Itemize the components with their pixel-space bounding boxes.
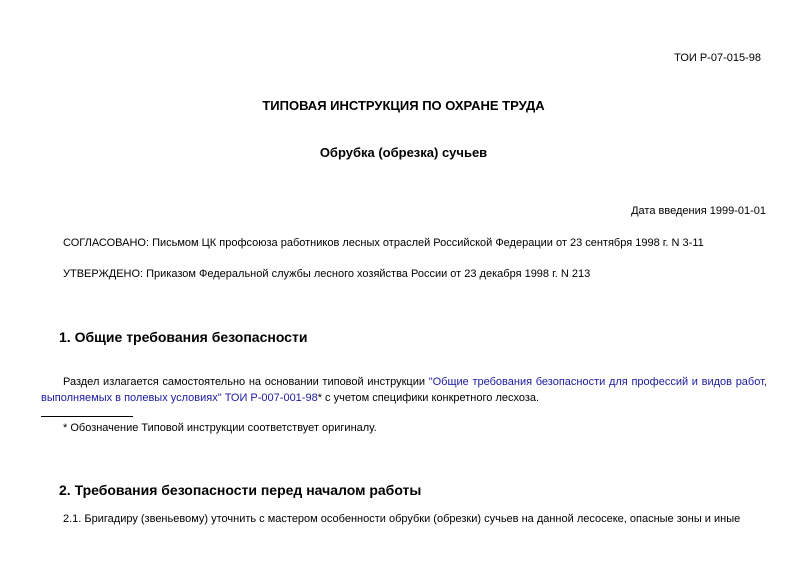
section-2-heading: 2. Требования безопасности перед началом работы xyxy=(59,482,422,498)
approved-statement: УТВЕРЖДЕНО: Приказом Федеральной службы лесного хозяйства России от 23 декабря 1998 г. N 213 xyxy=(63,268,591,280)
footnote: * Обозначение Типовой инструкции соответствует оригиналу. xyxy=(63,422,377,434)
document-subtitle: Обрубка (обрезка) сучьев xyxy=(319,145,488,160)
instruction-link[interactable]: "Общие требования безопасности для профессий и видов работ, выполняемых в полевых условиях" ТОИ Р-007-001-98 xyxy=(41,376,767,404)
section-1-heading: 1. Общие требования безопасности xyxy=(59,329,308,345)
document-number: ТОИ Р-07-015-98 xyxy=(674,52,761,64)
footnote-divider xyxy=(41,416,133,417)
section-1-paragraph xyxy=(41,374,767,406)
effective-date: Дата введения 1999-01-01 xyxy=(631,205,766,217)
paragraph-text: Раздел излагается самостоятельно на основании типовой инструкции xyxy=(63,376,429,388)
paragraph-text-end: * с учетом специфики конкретного лесхоза. xyxy=(317,392,540,404)
document-title: ТИПОВАЯ ИНСТРУКЦИЯ ПО ОХРАНЕ ТРУДА xyxy=(262,98,545,113)
section-2-paragraph: 2.1. Бригадиру (звеньевому) уточнить с мастером особенности обрубки (обрезки) сучьев на данной лесосеке, опасные зоны и иные xyxy=(63,513,741,525)
agreed-statement: СОГЛАСОВАНО: Письмом ЦК профсоюза работников лесных отраслей Российской Федерации от 23 сентября 1998 г. N 3-11 xyxy=(63,237,704,249)
